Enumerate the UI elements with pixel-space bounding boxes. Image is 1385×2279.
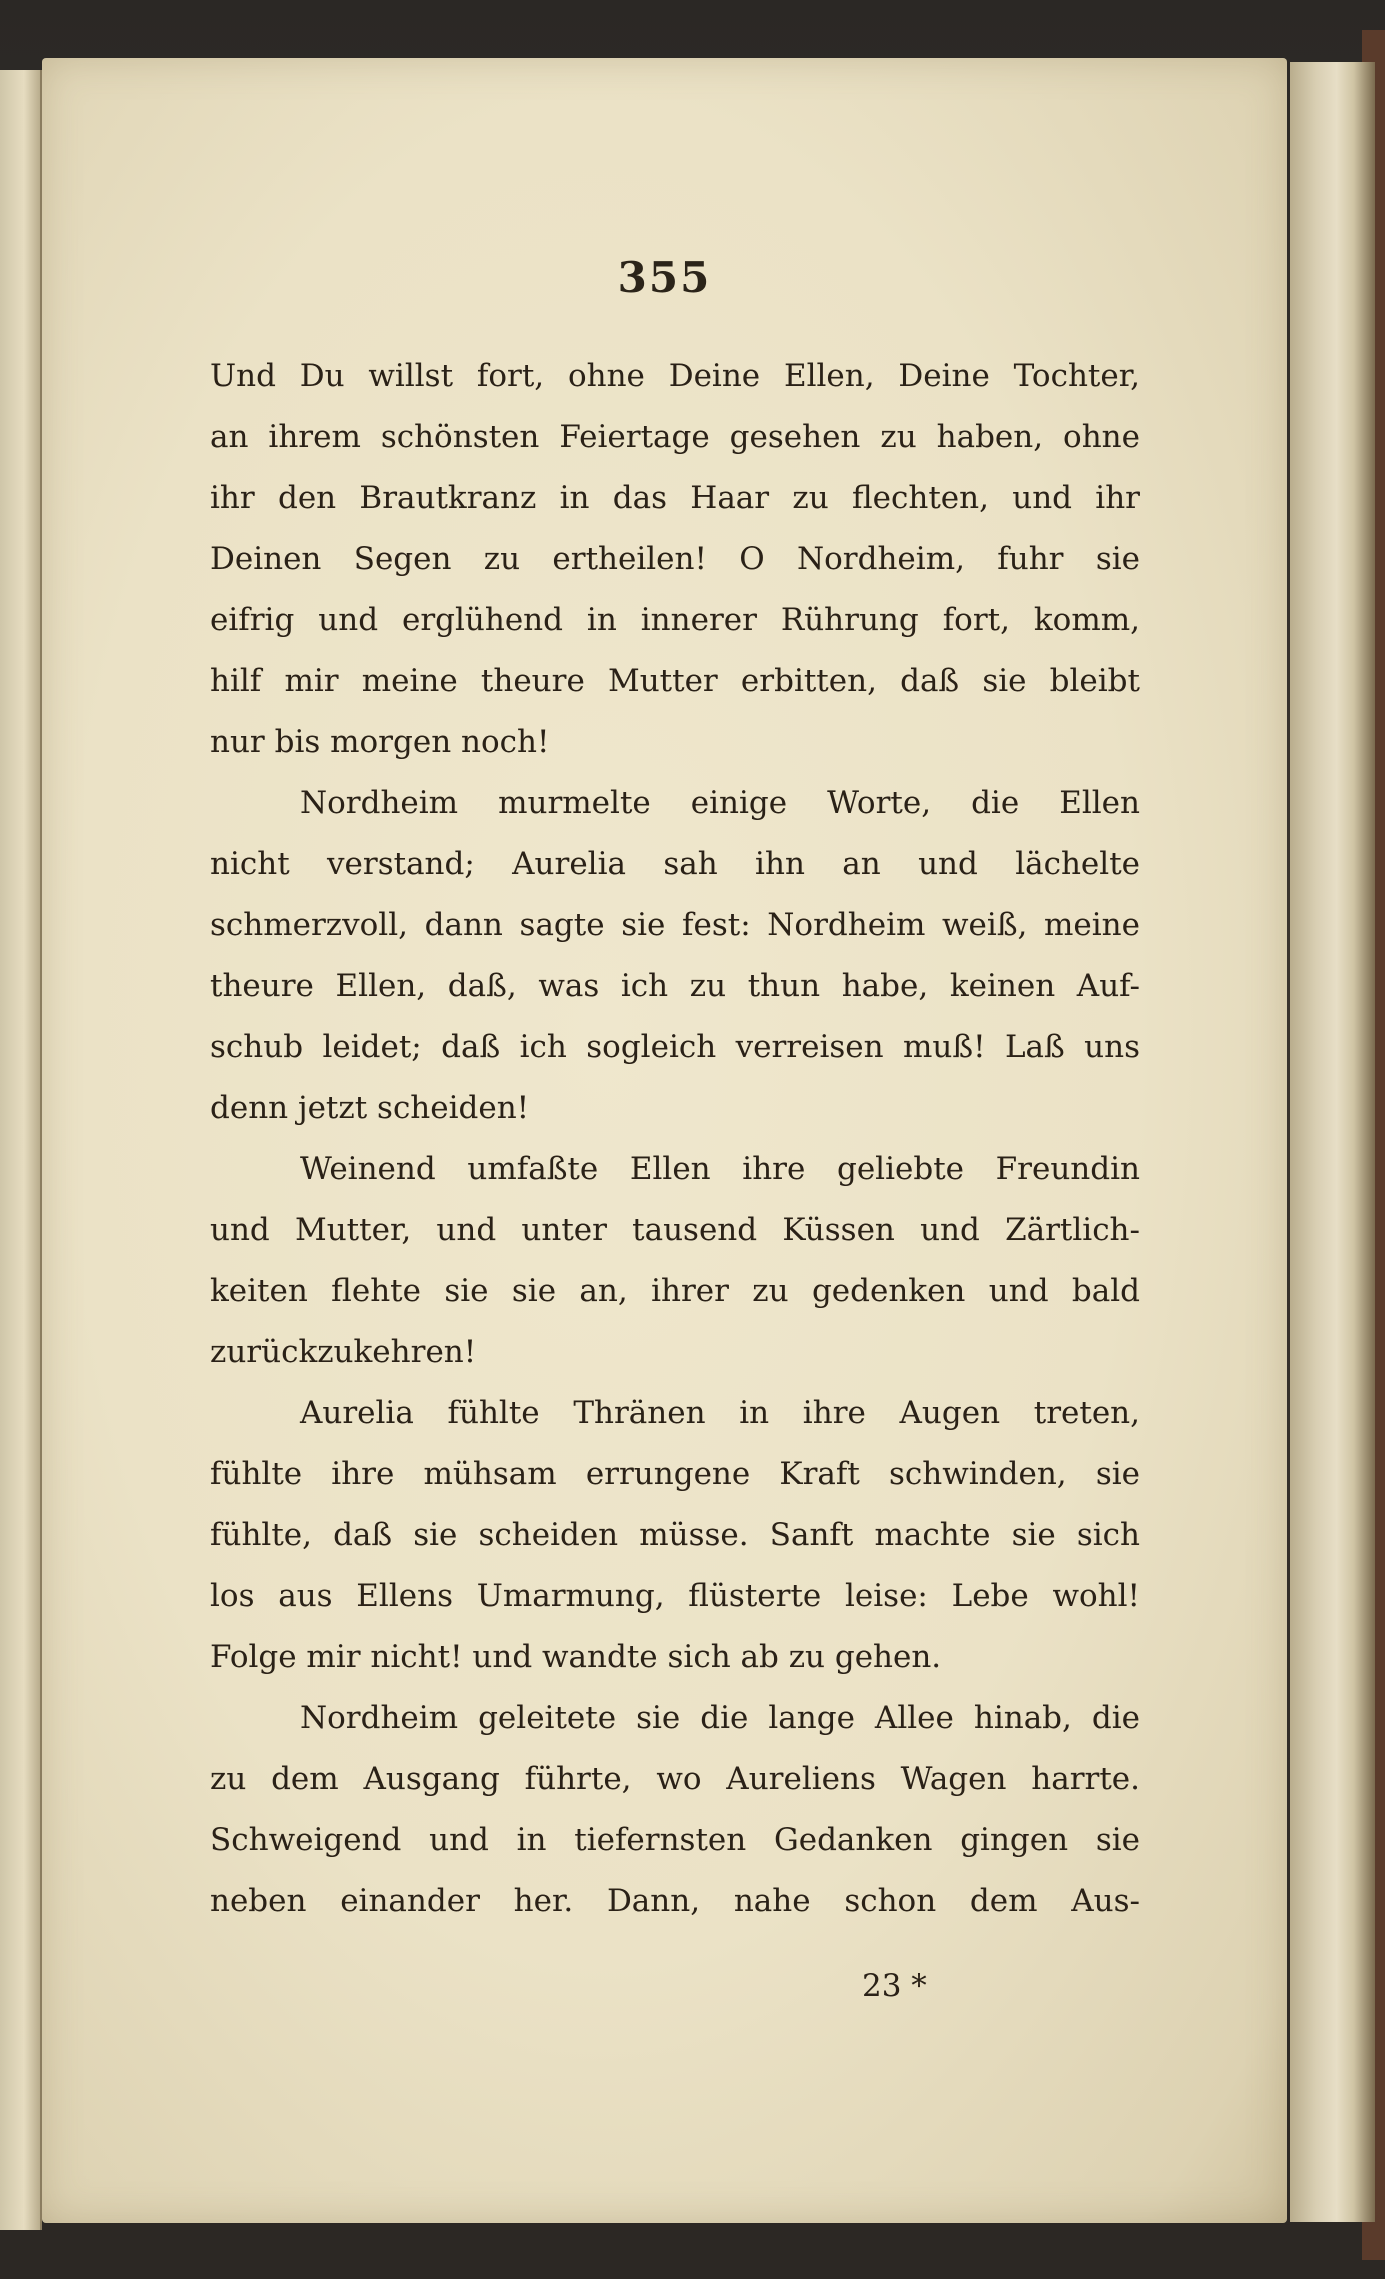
text-line: zurückzukehren! bbox=[210, 1334, 477, 1370]
text-line: denn jetzt scheiden! bbox=[210, 1090, 530, 1126]
text-line: Deinen Segen zu ertheilen! O Nordheim, fuhr sie bbox=[210, 541, 1140, 577]
book-page bbox=[42, 58, 1287, 2223]
text-line: fühlte ihre mühsam errungene Kraft schwinden, sie bbox=[210, 1456, 1140, 1492]
text-line: theure Ellen, daß, was ich zu thun habe, keinen Auf- bbox=[210, 968, 1140, 1004]
text-line: schmerzvoll, dann sagte sie fest: Nordheim weiß, meine bbox=[210, 907, 1140, 943]
text-line: und Mutter, und unter tausend Küssen und Zärtlich- bbox=[210, 1212, 1140, 1248]
text-line: keiten flehte sie sie an, ihrer zu gedenken und bald bbox=[210, 1273, 1140, 1309]
text-line: Folge mir nicht! und wandte sich ab zu gehen. bbox=[210, 1639, 942, 1675]
page-number: 355 bbox=[617, 253, 712, 302]
text-line: hilf mir meine theure Mutter erbitten, daß sie bleibt bbox=[210, 663, 1140, 699]
text-line: schub leidet; daß ich sogleich verreisen muß! Laß uns bbox=[210, 1029, 1140, 1065]
text-line: Schweigend und in tiefernsten Gedanken gingen sie bbox=[210, 1822, 1140, 1858]
text-line: zu dem Ausgang führte, wo Aureliens Wagen harrte. bbox=[210, 1761, 1140, 1797]
page-stack-edge bbox=[1290, 62, 1375, 2222]
text-line: Und Du willst fort, ohne Deine Ellen, Deine Tochter, bbox=[210, 358, 1140, 394]
text-line: nur bis morgen noch! bbox=[210, 724, 550, 760]
text-line: fühlte, daß sie scheiden müsse. Sanft machte sie sich bbox=[210, 1517, 1140, 1553]
text-line: los aus Ellens Umarmung, flüsterte leise: Lebe wohl! bbox=[210, 1578, 1140, 1614]
text-line: Weinend umfaßte Ellen ihre geliebte Freundin bbox=[300, 1151, 1140, 1187]
text-line: nicht verstand; Aurelia sah ihn an und lächelte bbox=[210, 846, 1140, 882]
left-page-edge bbox=[0, 70, 42, 2230]
text-line: an ihrem schönsten Feiertage gesehen zu haben, ohne bbox=[210, 419, 1140, 455]
signature-mark: 23 * bbox=[862, 1968, 927, 2004]
body-text bbox=[210, 346, 1140, 1932]
text-line: neben einander her. Dann, nahe schon dem Aus- bbox=[210, 1883, 1140, 1919]
text-line: Aurelia fühlte Thränen in ihre Augen treten, bbox=[300, 1395, 1140, 1431]
text-line: ihr den Brautkranz in das Haar zu flechten, und ihr bbox=[210, 480, 1140, 516]
text-line: eifrig und erglühend in innerer Rührung fort, komm, bbox=[210, 602, 1140, 638]
text-line: Nordheim geleitete sie die lange Allee hinab, die bbox=[300, 1700, 1140, 1736]
text-line: Nordheim murmelte einige Worte, die Ellen bbox=[300, 785, 1140, 821]
